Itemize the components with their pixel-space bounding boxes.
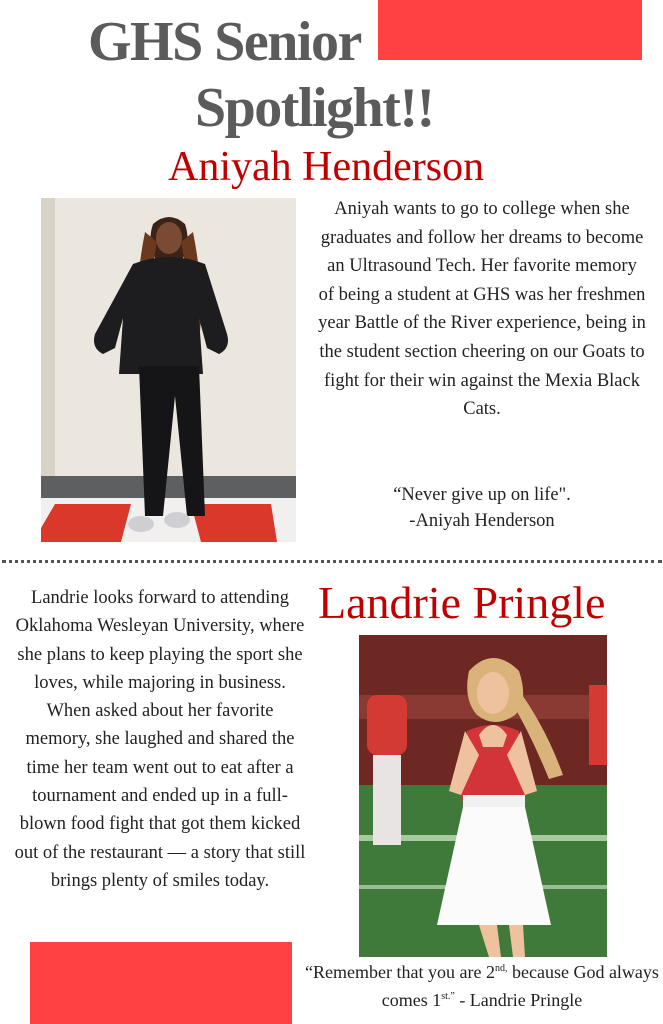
senior2-name: Landrie Pringle (318, 577, 606, 628)
senior2-bio: Landrie looks forward to attending Oklahoma Wesleyan University, where she plans to keep playing the sport she loves, while majoring in business. When asked about her favorite memory, she laughed and shared the time her team went out to eat after a tournament and ended up in a full-blown food fight that got them kicked out of the restaurant — a story that still brings plenty of smiles today. (14, 588, 306, 891)
senior2-quote-sup1: nd, (494, 963, 508, 974)
red-accent-block-top (378, 0, 642, 60)
senior2-quote-sup2: st.” (441, 991, 455, 1002)
senior2-quote-part3: - Landrie Pringle (454, 990, 583, 1010)
section-divider (2, 560, 662, 563)
senior1-quote-attribution: -Aniyah Henderson (409, 511, 555, 531)
page-title-line2: Spotlight!! (195, 77, 434, 139)
senior2-quote-part2: because God always comes 1 (381, 962, 659, 1010)
red-accent-block-bottom (30, 942, 292, 1024)
senior2-quote-part1: “Remember that you are 2 (305, 962, 495, 982)
senior2-quote (296, 958, 663, 1014)
senior1-name: Aniyah Henderson (168, 144, 485, 190)
senior1-bio: Aniyah wants to go to college when she graduates and follow her dreams to become an Ultrasound Tech. Her favorite memory of being a student at GHS was her freshmen year Battle of the River experience, being in the student section cheering on our Goats to fight for their win against the Mexia Black Cats. (318, 199, 646, 420)
senior1-photo (41, 198, 296, 542)
page-title-line1: GHS Senior (88, 11, 361, 73)
senior1-quote: “Never give up on life". (393, 485, 571, 505)
senior2-photo (359, 635, 607, 957)
